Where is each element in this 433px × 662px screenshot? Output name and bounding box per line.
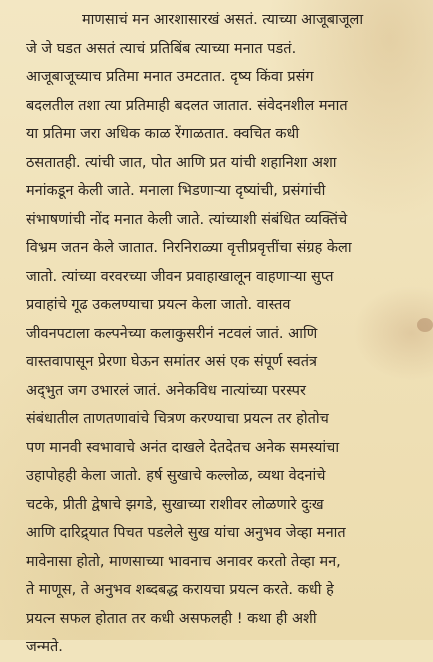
text-line-21: ते माणूस, ते अनुभव शब्दबद्ध करायचा प्रयत्न करते. कधी हे [26,582,334,598]
text-line-6: ठसतातही. त्यांची जात, पोत आणि प्रत यांची शहानिशा अशा [26,154,337,171]
paragraph [26,6,418,662]
text-line-7: मनांकडून केली जाते. मनाला भिडणाऱ्या दृष्यांची, प्रसंगांची [26,183,326,199]
text-line-3: आजूबाजूच्याच प्रतिमा मनात उमटतात. दृष्य किंवा प्रसंग [26,69,314,85]
text-line-11: प्रवाहांचे गूढ उकलण्याचा प्रयत्न केला जातो. वास्तव [26,297,291,313]
text-line-23: जन्मते. [26,639,63,655]
text-line-15: संबंधातील ताणतणावांचे चित्रण करण्याचा प्रयत्न तर होतोच [26,411,329,427]
text-line-22: प्रयत्न सफल होतात तर कधी असफलही ! कथा ही अशी [26,610,317,627]
text-line-19: आणि दारिद्र्यात पिचत पडलेले सुख यांचा अनुभव जेव्हा मनात [26,525,346,541]
text-line-14: अद्‌भुत जग उभारलं जातं. अनेकविध नात्यांच्या परस्पर [26,382,306,399]
text-line-2: जे जे घडत असतं त्याचं प्रतिबिंब त्याच्या मनात पडतं. [26,40,297,57]
text-line-9: विभ्रम जतन केले जातात. निरनिराळ्या वृत्तीप्रवृत्तींचा संग्रह केला [26,240,352,256]
text-line-18: चटके, प्रीती द्वेषाचे झगडे, सुखाच्या राशीवर लोळणारे दुःख [26,496,324,513]
text-line-1: माणसाचं मन आरशासारखं असतं. त्याच्या आजूबाजूला [82,12,364,28]
text-line-13: वास्तवापासून प्रेरणा घेऊन समांतर असं एक संपूर्ण स्वतंत्र [26,354,318,370]
paper-stain [417,318,433,332]
text-line-17: उहापोहही केला जातो. हर्ष सुखाचे कल्लोळ, व्यथा वेदनांचे [26,468,326,484]
text-line-16: पण मानवी स्वभावाचे अनंत दाखले देतदेतच अनेक समस्यांचा [26,439,340,456]
text-line-8: संभाषणांची नोंद मनात केली जाते. त्यांच्याशी संबंधित व्यक्तिंचे [26,211,348,228]
text-line-20: मावेनासा होतो, माणसाच्या भावनाच अनावर करतो तेव्हा मन, [26,553,341,570]
text-line-5: या प्रतिमा जरा अधिक काळ रेंगाळतात. क्वचित कधी [26,126,300,142]
text-line-12: जीवनपटाला कल्पनेच्या कलाकुसरीनं नटवलं जातं. आणि [26,325,318,342]
text-line-4: बदलतील तशा त्या प्रतिमाही बदलत जातात. संवेदनशील मनात [26,97,348,114]
text-line-10: जातो. त्यांच्या वरवरच्या जीवन प्रवाहाखालून वाहणाऱ्या सुप्त [26,268,334,285]
